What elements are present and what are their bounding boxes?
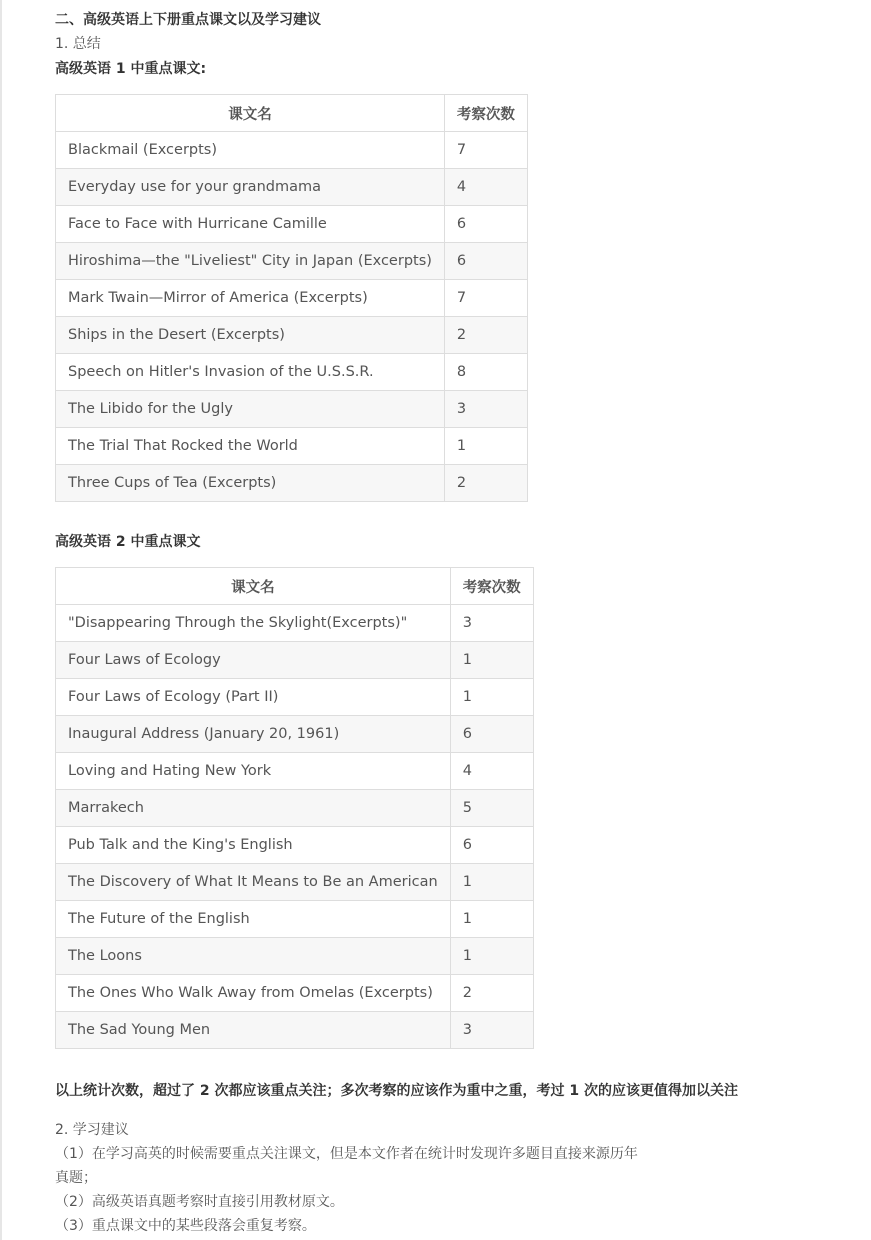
table-row <box>56 317 528 354</box>
section-title: 二、高级英语上下册重点课文以及学习建议 <box>55 12 321 28</box>
exam-count-cell: 2 <box>444 465 527 502</box>
book2-heading: 高级英语 2 中重点课文 <box>55 534 201 550</box>
table-row <box>56 753 534 790</box>
table-header-row <box>56 568 534 605</box>
lesson-title-cell: Four Laws of Ecology (Part II) <box>56 679 451 716</box>
exam-count-cell: 3 <box>450 605 533 642</box>
lesson-title-cell: The Libido for the Ugly <box>56 391 445 428</box>
table-row <box>56 428 528 465</box>
table-row <box>56 391 528 428</box>
exam-count-cell: 1 <box>450 864 533 901</box>
exam-count-cell: 6 <box>450 716 533 753</box>
summary-label: 1. 总结 <box>55 36 101 52</box>
exam-count-cell: 2 <box>450 975 533 1012</box>
advice-item-3: （3）重点课文中的某些段落会重复考察。 <box>55 1218 316 1234</box>
book1-heading: 高级英语 1 中重点课文: <box>55 61 207 77</box>
table-row <box>56 790 534 827</box>
table-row <box>56 169 528 206</box>
table-row <box>56 465 528 502</box>
advice-label: 2. 学习建议 <box>55 1122 129 1138</box>
lesson-title-cell: Inaugural Address (January 20, 1961) <box>56 716 451 753</box>
table-row <box>56 827 534 864</box>
column-header-exam-count: 考察次数 <box>450 568 533 605</box>
lesson-title-cell: The Loons <box>56 938 451 975</box>
table-row <box>56 642 534 679</box>
exam-count-cell: 3 <box>444 391 527 428</box>
lesson-title-cell: "Disappearing Through the Skylight(Excerpts)" <box>56 605 451 642</box>
page-left-border <box>0 0 2 1240</box>
table-row <box>56 206 528 243</box>
exam-count-cell: 8 <box>444 354 527 391</box>
lesson-title-cell: Three Cups of Tea (Excerpts) <box>56 465 445 502</box>
exam-count-cell: 3 <box>450 1012 533 1049</box>
lesson-title-cell: Pub Talk and the King's English <box>56 827 451 864</box>
table-row <box>56 716 534 753</box>
advice-item-2: （2）高级英语真题考察时直接引用教材原文。 <box>55 1194 344 1210</box>
exam-count-cell: 1 <box>450 679 533 716</box>
exam-count-cell: 4 <box>444 169 527 206</box>
table-row <box>56 243 528 280</box>
exam-count-cell: 1 <box>444 428 527 465</box>
table-row <box>56 679 534 716</box>
lesson-title-cell: Blackmail (Excerpts) <box>56 132 445 169</box>
lesson-title-cell: Mark Twain—Mirror of America (Excerpts) <box>56 280 445 317</box>
exam-count-cell: 6 <box>444 243 527 280</box>
lesson-title-cell: The Sad Young Men <box>56 1012 451 1049</box>
table-row <box>56 280 528 317</box>
statistics-note: 以上统计次数，超过了 2 次都应该重点关注；多次考察的应该作为重中之重，考过 1 次的应该更值得加以关注 <box>55 1083 738 1099</box>
exam-count-cell: 1 <box>450 938 533 975</box>
column-header-lesson-title: 课文名 <box>56 568 451 605</box>
table-row <box>56 864 534 901</box>
lesson-title-cell: Hiroshima—the "Liveliest" City in Japan (Excerpts) <box>56 243 445 280</box>
lesson-title-cell: The Discovery of What It Means to Be an American <box>56 864 451 901</box>
lesson-title-cell: Everyday use for your grandmama <box>56 169 445 206</box>
lesson-title-cell: Four Laws of Ecology <box>56 642 451 679</box>
exam-count-cell: 6 <box>444 206 527 243</box>
exam-count-cell: 1 <box>450 642 533 679</box>
exam-count-cell: 1 <box>450 901 533 938</box>
column-header-exam-count: 考察次数 <box>444 95 527 132</box>
exam-count-cell: 5 <box>450 790 533 827</box>
lesson-title-cell: Face to Face with Hurricane Camille <box>56 206 445 243</box>
table-row <box>56 975 534 1012</box>
exam-count-cell: 2 <box>444 317 527 354</box>
lesson-title-cell: Marrakech <box>56 790 451 827</box>
table-row <box>56 901 534 938</box>
table-row <box>56 354 528 391</box>
advice-item-1-continued: 真题； <box>55 1170 97 1186</box>
lesson-title-cell: The Ones Who Walk Away from Omelas (Excerpts) <box>56 975 451 1012</box>
table-row <box>56 938 534 975</box>
lesson-title-cell: Speech on Hitler's Invasion of the U.S.S.R. <box>56 354 445 391</box>
table-header-row <box>56 95 528 132</box>
advice-item-1: （1）在学习高英的时候需要重点关注课文，但是本文作者在统计时发现许多题目直接来源历年 <box>55 1146 638 1162</box>
lesson-title-cell: The Future of the English <box>56 901 451 938</box>
column-header-lesson-title: 课文名 <box>56 95 445 132</box>
exam-count-cell: 7 <box>444 132 527 169</box>
exam-count-cell: 7 <box>444 280 527 317</box>
book1-lessons-table <box>55 94 528 502</box>
exam-count-cell: 6 <box>450 827 533 864</box>
lesson-title-cell: Loving and Hating New York <box>56 753 451 790</box>
table-row <box>56 1012 534 1049</box>
table-row <box>56 132 528 169</box>
exam-count-cell: 4 <box>450 753 533 790</box>
table-row <box>56 605 534 642</box>
lesson-title-cell: The Trial That Rocked the World <box>56 428 445 465</box>
book2-lessons-table <box>55 567 534 1049</box>
lesson-title-cell: Ships in the Desert (Excerpts) <box>56 317 445 354</box>
